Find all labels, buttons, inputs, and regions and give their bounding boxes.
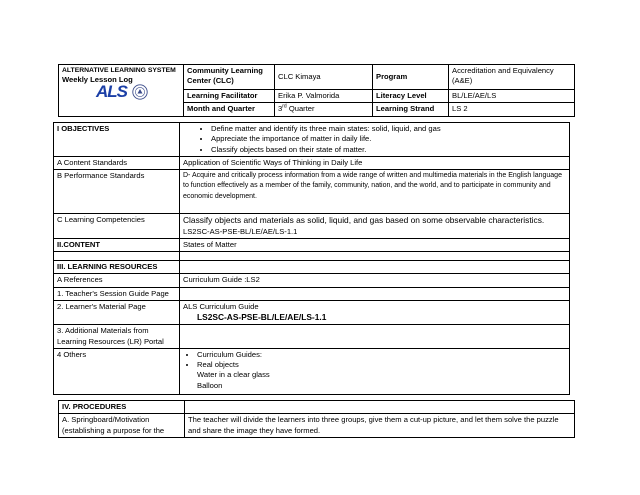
als-logo: ALS [96, 82, 127, 102]
spacer-cell [54, 252, 180, 261]
competencies-value: Classify objects and materials as solid, liquid, and gas based on some observable characteristics. [183, 215, 545, 226]
learners-material-value: ALS Curriculum Guide [183, 301, 259, 311]
competencies-code: LS2SC-AS-PSE-BL/LE/AE/LS-1.1 [183, 226, 298, 236]
references-label: A References [54, 274, 180, 287]
performance-standards-label: B Performance Standards [54, 170, 180, 214]
others-subitem: Water in a clear glass [197, 370, 270, 380]
program-value: Accreditation and Equivalency (A&E) [449, 65, 575, 90]
references-value: Curriculum Guide :LS2 [180, 274, 570, 287]
learners-material-cell [180, 300, 570, 325]
content-standards-value: Application of Scientific Ways of Thinking in Daily Life [180, 157, 570, 170]
objectives-list [183, 124, 566, 155]
others-item: • Real objects [197, 360, 566, 370]
additional-materials-value [180, 325, 570, 349]
teachers-guide-value [180, 287, 570, 300]
objective-item: • Appreciate the importance of matter in daily life. [211, 134, 566, 144]
content-standards-label: A Content Standards [54, 157, 180, 170]
resources-value [180, 261, 570, 274]
procedures-label: IV. PROCEDURES [59, 401, 185, 414]
objectives-cell [180, 123, 570, 157]
competencies-cell [180, 214, 570, 239]
objectives-label: I OBJECTIVES [54, 123, 180, 157]
others-cell [180, 348, 570, 394]
procedures-table [58, 400, 575, 438]
clc-value: CLC Kimaya [275, 65, 373, 90]
objective-item: • Define matter and identify its three main states: solid, liquid, and gas [211, 124, 566, 134]
competencies-label: C Learning Competencies [54, 214, 180, 239]
objective-item: • Classify objects based on their state of matter. [211, 145, 566, 155]
spacer-cell [180, 252, 570, 261]
quarter-value: 3rd Quarter [275, 103, 373, 116]
springboard-value: The teacher will divide the learners into three groups, give them a cut-up picture, and let them solve the puzzle and share the image they have formed. [185, 414, 575, 438]
springboard-label: A. Springboard/Motivation (establishing a purpose for the [59, 414, 185, 438]
main-table [53, 122, 570, 395]
strand-value: LS 2 [449, 103, 575, 116]
content-value: States of Matter [180, 238, 570, 251]
header-table [58, 64, 575, 117]
deped-seal-icon [132, 84, 148, 100]
teachers-guide-label: 1. Teacher's Session Guide Page [54, 287, 180, 300]
additional-materials-label: 3. Additional Materials from Learning Resources (LR) Portal [54, 325, 180, 349]
others-item: • Curriculum Guides: [197, 350, 566, 360]
literacy-label: Literacy Level [373, 90, 449, 103]
program-label: Program [373, 65, 449, 90]
clc-label: Community Learning Center (CLC) [184, 65, 275, 90]
header-title-cell [59, 65, 184, 117]
others-subitem: Balloon [197, 380, 223, 390]
learners-material-label: 2. Learner's Material Page [54, 300, 180, 325]
literacy-value: BL/LE/AE/LS [449, 90, 575, 103]
performance-standards-value: D- Acquire and critically process information from a wide range of written and multimedia materials in the English language to function effectively as a member of the family, community, nation, and the world, and to participate in community and economic development. [180, 170, 570, 214]
month-label: Month and Quarter [184, 103, 275, 116]
log-title: Weekly Lesson Log [62, 75, 133, 85]
learners-material-code: LS2SC-AS-PSE-BL/LE/AE/LS-1.1 [197, 312, 327, 323]
procedures-value [185, 401, 575, 414]
content-label: II.CONTENT [54, 238, 180, 251]
others-list [183, 350, 566, 371]
strand-label: Learning Strand [373, 103, 449, 116]
logo-area [62, 75, 180, 102]
facilitator-label: Learning Facilitator [184, 90, 275, 103]
facilitator-value: Erika P. Valmorida [275, 90, 373, 103]
resources-label: III. LEARNING RESOURCES [54, 261, 180, 274]
others-label: 4 Others [54, 348, 180, 394]
system-title: ALTERNATIVE LEARNING SYSTEM [62, 67, 176, 74]
